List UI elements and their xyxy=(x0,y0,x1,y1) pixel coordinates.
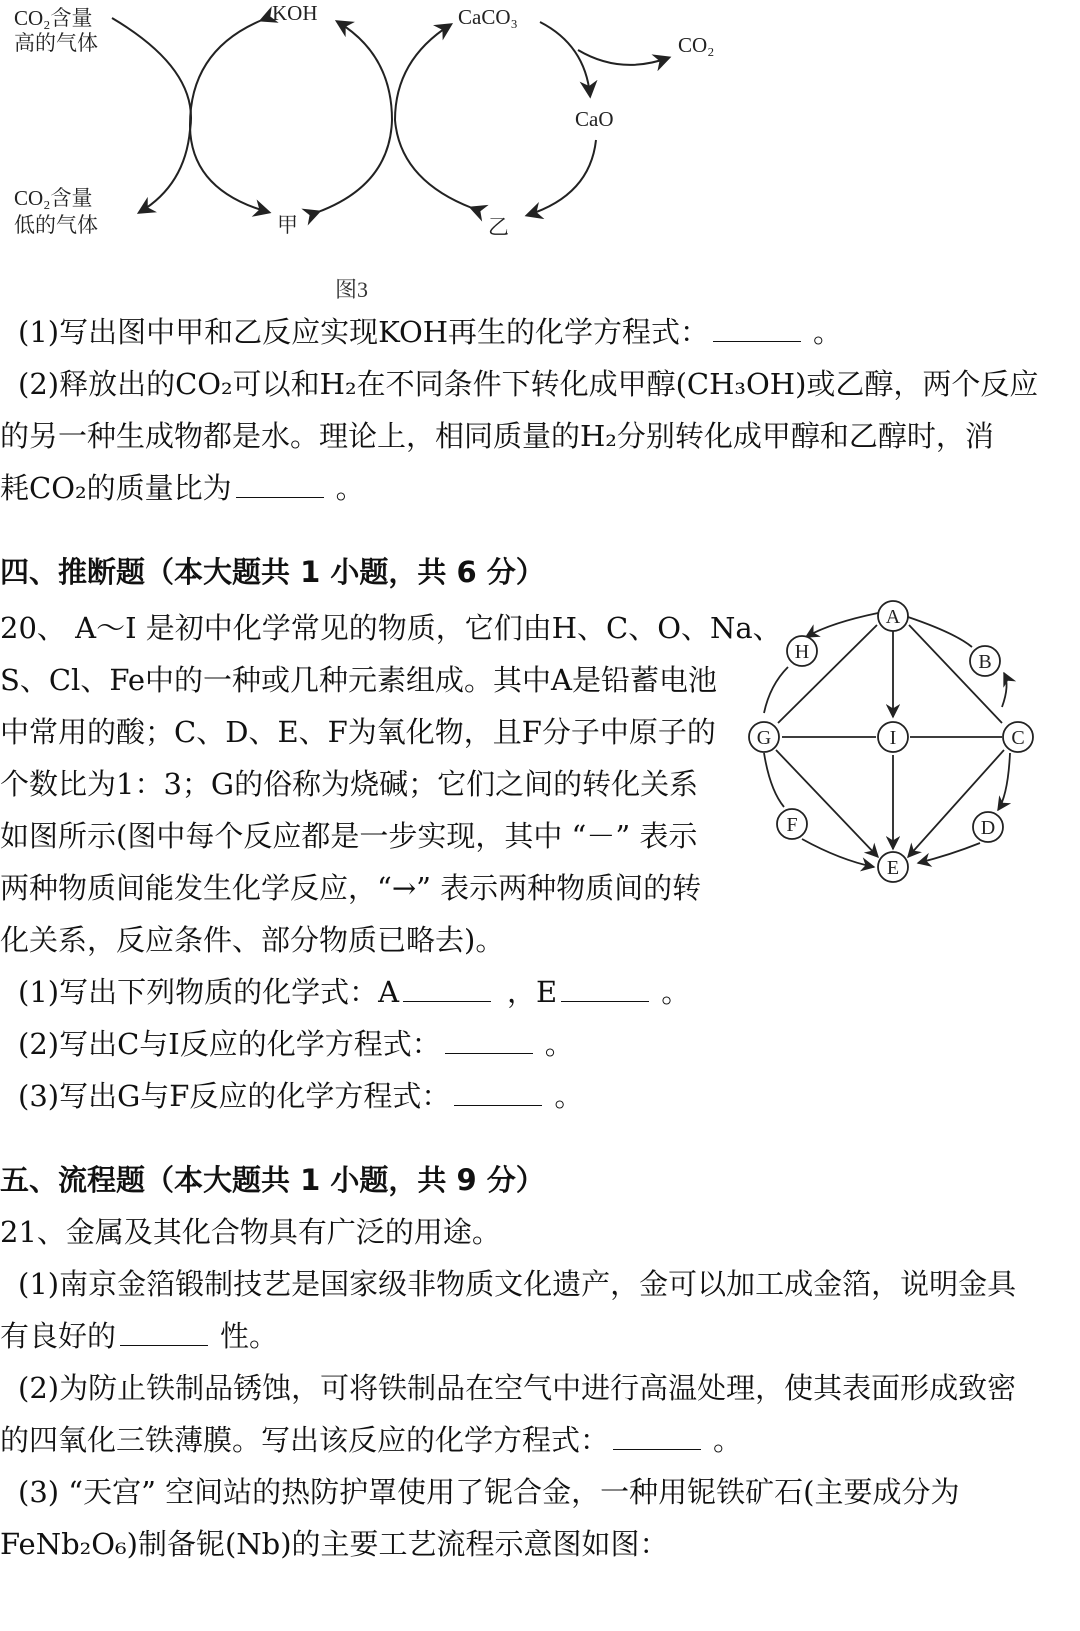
q20-relation-diagram xyxy=(740,595,1040,895)
q21-part1-end: 性。 xyxy=(220,1319,279,1353)
label-cao: CaO xyxy=(575,107,614,131)
q20-part1 xyxy=(18,972,690,1012)
q20-part1-a: (1)写出下列物质的化学式：A xyxy=(18,975,400,1009)
q20-line-4: 个数比为1：3；G的俗称为烧碱；它们之间的转化关系 xyxy=(0,767,699,801)
node-a xyxy=(878,601,908,631)
q19-part2-end: 。 xyxy=(335,471,365,505)
q19-part1 xyxy=(18,312,842,352)
q21-intro: 21、金属及其化合物具有广泛的用途。 xyxy=(0,1215,501,1249)
q20-part2 xyxy=(18,1024,574,1064)
q20-line-7: 化关系，反应条件、部分物质已略去)。 xyxy=(0,923,505,957)
arc-koh-to-jia xyxy=(190,20,268,212)
answer-blank[interactable] xyxy=(445,1027,533,1054)
node-e xyxy=(878,852,908,882)
edge-a-b xyxy=(908,617,972,647)
q20-part2-text: (2)写出C与I反应的化学方程式： xyxy=(18,1027,441,1061)
arc-cao-to-yi xyxy=(528,140,596,215)
label-caco3: CaCO₃ xyxy=(458,5,518,29)
q20-line-6: 两种物质间能发生化学反应，“→” 表示两种物质间的转 xyxy=(0,871,702,905)
label-co2-low-1: CO₂含量 xyxy=(14,186,93,210)
svg-text:D: D xyxy=(980,817,996,839)
edge-c-d xyxy=(998,753,1010,810)
q20-part3-text: (3)写出G与F反应的化学方程式： xyxy=(18,1079,451,1113)
answer-blank[interactable] xyxy=(613,1423,701,1450)
q21-part1-line2 xyxy=(0,1316,278,1356)
q21-part3-line2: FeNb₂O₆)制备铌(Nb)的主要工艺流程示意图如图： xyxy=(0,1527,669,1561)
answer-blank[interactable] xyxy=(120,1319,208,1346)
svg-text:G: G xyxy=(756,727,772,749)
arc-co2high-to-koh-side xyxy=(112,18,191,212)
node-h xyxy=(787,636,817,666)
node-f xyxy=(777,809,807,839)
svg-text:B: B xyxy=(978,651,992,673)
section-5-heading: 五、流程题（本大题共 1 小题，共 9 分） xyxy=(0,1163,545,1197)
q20-part3-end: 。 xyxy=(554,1079,584,1113)
q19-part1-text: (1)写出图中甲和乙反应实现KOH再生的化学方程式： xyxy=(18,315,710,349)
q21-part2-line2 xyxy=(0,1420,742,1460)
q20-part3 xyxy=(18,1076,583,1116)
q21-part1-line1: (1)南京金箔锻制技艺是国家级非物质文化遗产，金可以加工成金箔，说明金具 xyxy=(18,1267,1017,1301)
svg-text:F: F xyxy=(786,814,798,836)
arc-jia-to-koh xyxy=(318,22,392,212)
q20-line-3: 中常用的酸；C、D、E、F为氧化物，且F分子中原子的 xyxy=(0,715,716,749)
node-b xyxy=(970,646,1000,676)
svg-text:C: C xyxy=(1011,727,1025,749)
q20-line-2: S、Cl、Fe中的一种或几种元素组成。其中A是铅蓄电池 xyxy=(0,663,717,697)
label-co2: CO₂ xyxy=(678,33,715,57)
label-co2-low-2: 低的气体 xyxy=(14,213,98,237)
figure-3-diagram xyxy=(0,0,760,310)
q21-part3-line1: (3) “天宫” 空间站的热防护罩使用了铌合金，一种用铌铁矿石(主要成分为 xyxy=(18,1475,960,1509)
q19-part2-line3 xyxy=(0,468,365,508)
arrow-to-co2 xyxy=(578,50,668,65)
answer-blank-a[interactable] xyxy=(403,975,491,1002)
q20-line-1: 20、 A～I 是初中化学常见的物质，它们由H、C、O、Na、 xyxy=(0,611,782,645)
node-c xyxy=(1003,722,1033,752)
label-co2-high-2: 高的气体 xyxy=(14,31,98,55)
q20-line-5: 如图所示(图中每个反应都是一步实现，其中 “－” 表示 xyxy=(0,819,698,853)
q19-part2-line3-text: 耗CO₂的质量比为 xyxy=(0,471,232,505)
answer-blank-e[interactable] xyxy=(561,975,649,1002)
label-koh: KOH xyxy=(272,1,318,25)
q20-part2-end: 。 xyxy=(544,1027,574,1061)
answer-blank[interactable] xyxy=(454,1079,542,1106)
label-jia: 甲 xyxy=(277,213,298,237)
q21-part1-line2-text: 有良好的 xyxy=(0,1319,117,1353)
svg-text:E: E xyxy=(886,857,900,879)
q21-part2-line1: (2)为防止铁制品锈蚀，可将铁制品在空气中进行高温处理，使其表面形成致密 xyxy=(18,1371,1017,1405)
edge-d-e xyxy=(918,843,980,863)
node-g xyxy=(749,722,779,752)
arc-caco3-to-cao xyxy=(540,22,590,95)
edge-c-b xyxy=(1002,673,1007,707)
svg-text:I: I xyxy=(889,727,897,749)
node-i xyxy=(878,722,908,752)
node-d xyxy=(973,812,1003,842)
q21-part2-end: 。 xyxy=(713,1423,743,1457)
svg-text:A: A xyxy=(885,606,901,628)
answer-blank[interactable] xyxy=(236,471,324,498)
edge-g-h xyxy=(764,667,788,713)
q21-part2-line2-text: 的四氧化三铁薄膜。写出该反应的化学方程式： xyxy=(0,1423,610,1457)
figure-3-caption: 图3 xyxy=(335,277,369,302)
edge-g-f xyxy=(764,753,784,807)
label-co2-high-1: CO₂含量 xyxy=(14,6,93,30)
q19-part1-end: 。 xyxy=(813,315,843,349)
edge-f-e xyxy=(802,839,874,867)
edge-g-e xyxy=(776,750,878,857)
q19-part2-line2: 的另一种生成物都是水。理论上，相同质量的H₂分别转化成甲醇和乙醇时，消 xyxy=(0,419,994,453)
label-yi: 乙 xyxy=(488,215,509,239)
svg-text:H: H xyxy=(794,641,810,663)
edge-a-h xyxy=(806,613,878,637)
arc-yi-to-caco3 xyxy=(395,25,472,208)
q19-part2-line1: (2)释放出的CO₂可以和H₂在不同条件下转化成甲醇(CH₃OH)或乙醇，两个反应 xyxy=(18,367,1039,401)
section-4-heading: 四、推断题（本大题共 1 小题，共 6 分） xyxy=(0,555,545,589)
q20-part1-e: ，E xyxy=(507,975,558,1009)
answer-blank[interactable] xyxy=(713,315,801,342)
q20-part1-end: 。 xyxy=(661,975,691,1009)
